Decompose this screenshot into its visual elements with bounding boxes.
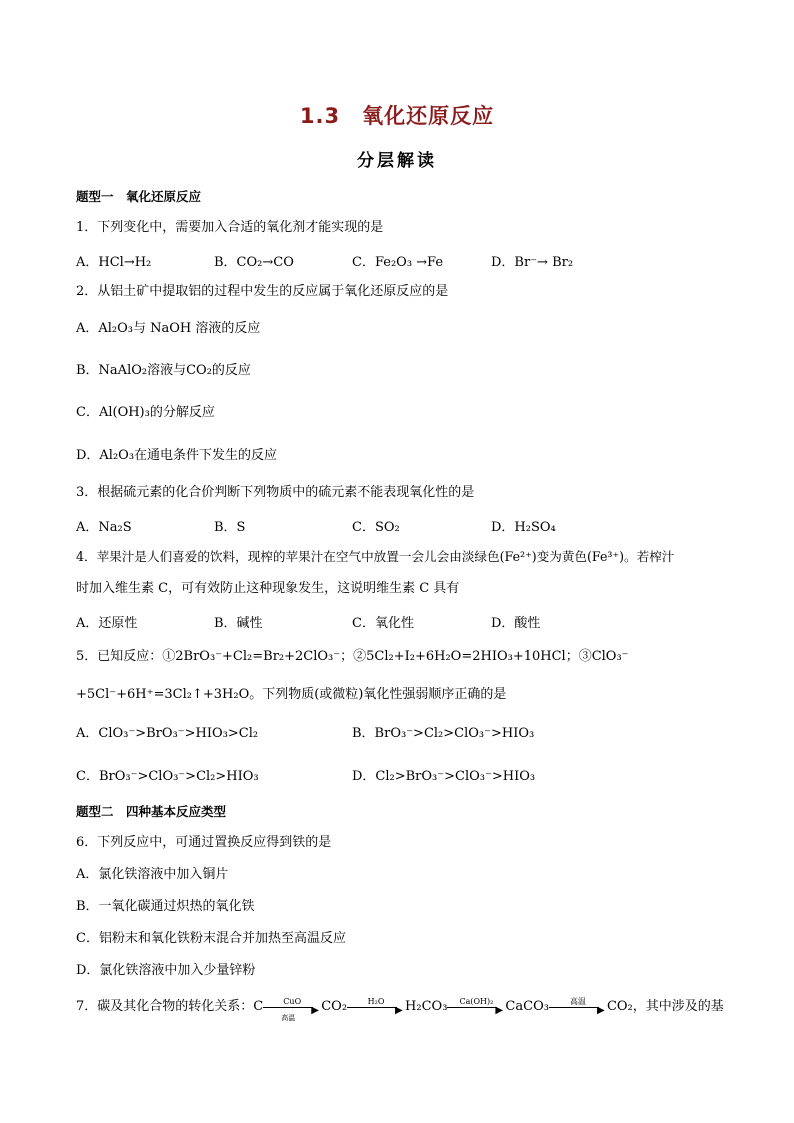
- q3-option-c: C．SO₂: [352, 520, 400, 535]
- q2-option-d: D．Al₂O₃在通电条件下发生的反应: [76, 448, 278, 463]
- arrow-2-condition-top: H₂O: [367, 996, 385, 1006]
- question-3: 3．根据硫元素的化合价判断下列物质中的硫元素不能表现氧化性的是: [76, 485, 475, 500]
- q6-option-a: A．氯化铁溶液中加入铜片: [76, 867, 229, 882]
- question-2: 2．从铝土矿中提取铝的过程中发生的反应属于氧化还原反应的是: [76, 284, 449, 299]
- title-text: 氧化还原反应: [362, 104, 495, 128]
- q2-option-b: B．NaAlO₂溶液与CO₂的反应: [76, 363, 251, 378]
- q4-option-c: C．氧化性: [352, 616, 414, 631]
- q4-option-a: A．还原性: [76, 616, 138, 631]
- q1-option-d: D．Br⁻→ Br₂: [491, 255, 574, 270]
- q3-option-d: D．H₂SO₄: [491, 520, 556, 535]
- arrow-1-condition-top: CuO: [283, 996, 302, 1006]
- q4-option-b: B．碱性: [214, 616, 263, 631]
- question-6: 6．下列反应中，可通过置换反应得到铁的是: [76, 835, 332, 850]
- q5-option-c: C．BrO₃⁻>ClO₃⁻>Cl₂>HIO₃: [76, 769, 259, 784]
- reaction-arrow-1: CuO ▶ 高温: [263, 1000, 321, 1014]
- arrow-4-condition-top: 高温: [569, 996, 586, 1006]
- q5-option-b: B．BrO₃⁻>Cl₂>ClO₃⁻>HIO₃: [352, 726, 535, 741]
- question-1: 1．下列变化中，需要加入合适的氧化剂才能实现的是: [76, 220, 384, 235]
- q5-option-a: A．ClO₃⁻>BrO₃⁻>HIO₃>Cl₂: [76, 726, 259, 741]
- question-4-line-1: 4．苹果汁是人们喜爱的饮料，现榨的苹果汁在空气中放置一会儿会由淡绿色(Fe²⁺)变为黄色(Fe³⁺)。若榨汁: [76, 549, 675, 564]
- q7-species-2: H₂CO₃: [405, 999, 448, 1014]
- q7-species-4: CO₂: [606, 999, 633, 1014]
- q3-option-b: B．S: [214, 520, 246, 535]
- question-5-line-1: 5．已知反应：①2BrO₃⁻+Cl₂=Br₂+2ClO₃⁻；②5Cl₂+I₂+6H₂O=2HIO₃+10HCl；③ClO₃⁻: [76, 649, 629, 664]
- q2-option-c: C．Al(OH)₃的分解反应: [76, 405, 215, 420]
- q1-option-b: B．CO₂→CO: [214, 255, 294, 270]
- q7-suffix: ，其中涉及的基: [632, 999, 724, 1014]
- page-subtitle: 分层解读: [357, 151, 437, 171]
- q1-option-c: C．Fe₂O₃ →Fe: [352, 255, 444, 270]
- section-heading-2: 题型二 四种基本反应类型: [76, 804, 227, 819]
- reaction-arrow-4: 高温 ▶: [549, 1000, 607, 1014]
- q6-option-b: B．一氧化碳通过炽热的氧化铁: [76, 899, 255, 914]
- arrow-1-condition-bottom: 高温: [281, 1013, 296, 1022]
- section-heading-1: 题型一 氧化还原反应: [76, 189, 202, 204]
- q3-option-a: A．Na₂S: [76, 520, 132, 535]
- reaction-arrow-2: H₂O ▶: [347, 1000, 405, 1014]
- q7-prefix: 7．碳及其化合物的转化关系：C: [76, 999, 264, 1014]
- question-4-line-2: 时加入维生素 C，可有效防止这种现象发生，这说明维生素 C 具有: [76, 581, 460, 596]
- arrow-3-condition-top: Ca(OH)₂: [459, 996, 494, 1006]
- reaction-arrow-3: Ca(OH)₂ ▶: [447, 1000, 505, 1014]
- question-5-line-2: +5Cl⁻+6H⁺=3Cl₂↑+3H₂O。下列物质(或微粒)氧化性强弱顺序正确的是: [76, 687, 507, 702]
- q6-option-d: D．氯化铁溶液中加入少量锌粉: [76, 963, 256, 978]
- q1-option-a: A．HCl→H₂: [76, 255, 152, 270]
- q5-option-d: D．Cl₂>BrO₃⁻>ClO₃⁻>HIO₃: [352, 769, 536, 784]
- q4-option-d: D．酸性: [491, 616, 541, 631]
- q6-option-c: C．铝粉末和氧化铁粉末混合并加热至高温反应: [76, 931, 346, 946]
- q7-species-3: CaCO₃: [505, 999, 549, 1014]
- q2-option-a: A．Al₂O₃与 NaOH 溶液的反应: [76, 321, 261, 336]
- title-number: 1.3: [299, 104, 341, 128]
- question-7: [76, 996, 724, 1022]
- q7-species-1: CO₂: [321, 999, 348, 1014]
- page-title: [0, 100, 794, 130]
